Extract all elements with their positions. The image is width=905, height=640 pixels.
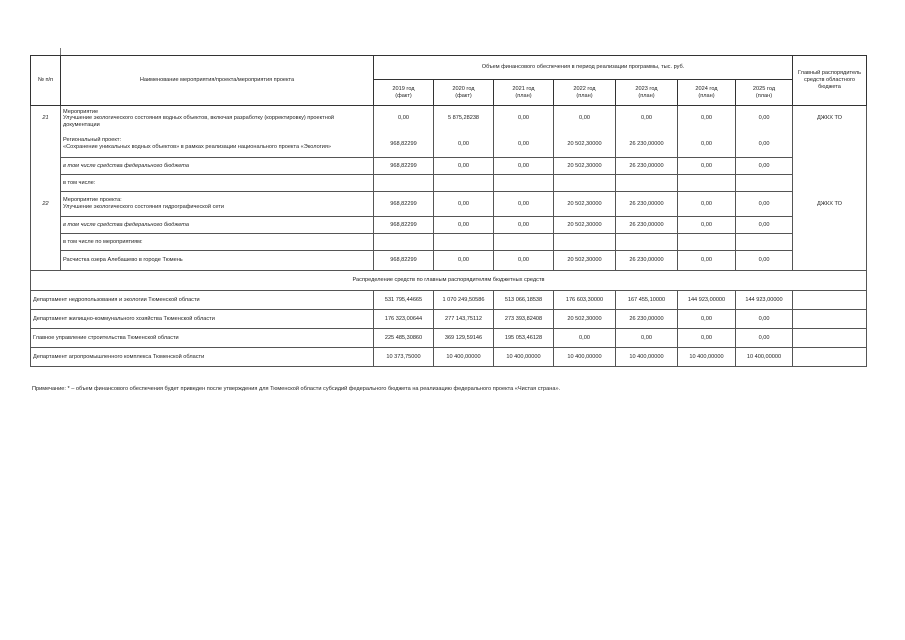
value-cell: 10 400,00000 — [736, 348, 793, 367]
row-name-line: Мероприятие проекта: — [63, 197, 122, 204]
year-label: 2020 год — [452, 85, 475, 92]
row-number — [31, 234, 61, 251]
value-cell: 369 129,59146 — [434, 329, 494, 348]
value-cell: 5 875,28238 — [434, 106, 494, 132]
value-cell: 0,00 — [736, 106, 793, 132]
row-name-line: в том числе: — [63, 179, 96, 186]
value-cell: 968,82299 — [374, 217, 434, 234]
value-cell — [554, 234, 616, 251]
header-year — [494, 80, 554, 106]
row-name — [61, 132, 374, 158]
row-number — [31, 158, 61, 175]
value-cell: 26 230,00000 — [616, 192, 678, 217]
value-cell — [434, 234, 494, 251]
value-cell: 0,00 — [494, 132, 554, 158]
value-cell: 968,82299 — [374, 158, 434, 175]
table-row — [31, 106, 867, 132]
header-year — [616, 80, 678, 106]
value-cell: 20 502,30000 — [554, 251, 616, 271]
department-name: Департамент агропромышленного комплекса Тюменской области — [31, 348, 374, 367]
value-cell: 0,00 — [736, 192, 793, 217]
row-name — [61, 158, 374, 175]
value-cell: 0,00 — [494, 158, 554, 175]
table-row — [31, 192, 867, 217]
value-cell — [554, 175, 616, 192]
header-name: Наименование мероприятия/проекта/мероприятия проекта — [61, 56, 374, 106]
department-row — [31, 291, 867, 310]
year-kind: (план) — [638, 92, 655, 99]
department-row — [31, 348, 867, 367]
header-year — [736, 80, 793, 106]
year-kind: (факт) — [455, 92, 472, 99]
manager-cell — [793, 132, 867, 158]
value-cell: 968,82299 — [374, 132, 434, 158]
value-cell: 176 323,00644 — [374, 310, 434, 329]
year-label: 2019 год — [392, 85, 415, 92]
table-body — [31, 106, 867, 367]
table-row — [31, 234, 867, 251]
value-cell — [736, 175, 793, 192]
value-cell: 1 070 249,50586 — [434, 291, 494, 310]
value-cell: 0,00 — [554, 106, 616, 132]
department-name: Главное управление строительства Тюменской области — [31, 329, 374, 348]
row-name-line: в том числе средства федерального бюджета — [63, 162, 190, 169]
value-cell: 0,00 — [494, 192, 554, 217]
manager-cell: ДЖКХ ТО — [793, 192, 867, 217]
year-kind: (план) — [576, 92, 593, 99]
department-row — [31, 329, 867, 348]
value-cell: 0,00 — [554, 329, 616, 348]
value-cell: 968,82299 — [374, 251, 434, 271]
value-cell: 0,00 — [678, 251, 736, 271]
value-cell: 531 795,44665 — [374, 291, 434, 310]
value-cell: 10 400,00000 — [554, 348, 616, 367]
manager-cell — [793, 175, 867, 192]
year-label: 2021 год — [512, 85, 535, 92]
row-name — [61, 106, 374, 132]
finance-document — [30, 55, 866, 367]
value-cell — [616, 234, 678, 251]
table-row — [31, 251, 867, 271]
row-number: 22 — [31, 192, 61, 217]
manager-cell: ДЖКХ ТО — [793, 106, 867, 132]
value-cell — [678, 175, 736, 192]
row-number: 21 — [31, 106, 61, 132]
value-cell: 26 230,00000 — [616, 251, 678, 271]
value-cell: 0,00 — [494, 251, 554, 271]
header-year — [678, 80, 736, 106]
value-cell: 26 230,00000 — [616, 217, 678, 234]
manager-cell — [793, 234, 867, 251]
header-year — [374, 80, 434, 106]
manager-cell — [793, 251, 867, 271]
value-cell — [736, 234, 793, 251]
value-cell: 0,00 — [736, 251, 793, 271]
value-cell: 513 066,18538 — [494, 291, 554, 310]
value-cell — [494, 234, 554, 251]
value-cell — [374, 175, 434, 192]
value-cell: 144 923,00000 — [678, 291, 736, 310]
table-row — [31, 217, 867, 234]
row-name-line: Улучшение экологического состояния гидрографической сети — [63, 204, 224, 210]
department-row — [31, 310, 867, 329]
header-year — [554, 80, 616, 106]
value-cell: 0,00 — [434, 158, 494, 175]
header-num: № п/п — [31, 56, 61, 106]
margin-tick — [60, 48, 61, 55]
header-year — [434, 80, 494, 106]
row-name-line: в том числе по мероприятиям: — [63, 238, 143, 245]
value-cell: 176 603,30000 — [554, 291, 616, 310]
year-label: 2022 год — [573, 85, 596, 92]
value-cell: 0,00 — [374, 106, 434, 132]
header-volume: Объем финансового обеспечения в период реализации программы, тыс. руб. — [374, 56, 793, 80]
value-cell: 167 455,10000 — [616, 291, 678, 310]
value-cell: 10 400,00000 — [494, 348, 554, 367]
year-kind: (факт) — [395, 92, 412, 99]
value-cell: 20 502,30000 — [554, 217, 616, 234]
table-row — [31, 158, 867, 175]
row-name — [61, 192, 374, 217]
value-cell: 225 485,30860 — [374, 329, 434, 348]
value-cell: 0,00 — [434, 217, 494, 234]
table-row — [31, 175, 867, 192]
value-cell — [434, 175, 494, 192]
value-cell: 0,00 — [678, 192, 736, 217]
value-cell: 0,00 — [678, 132, 736, 158]
value-cell: 968,82299 — [374, 192, 434, 217]
distribution-title: Распределение средств по главным распорядителям бюджетных средств — [31, 271, 867, 291]
row-name-line: Мероприятие — [63, 108, 99, 115]
value-cell: 26 230,00000 — [616, 132, 678, 158]
manager-cell — [793, 310, 867, 329]
value-cell: 0,00 — [678, 106, 736, 132]
value-cell: 10 400,00000 — [616, 348, 678, 367]
value-cell: 277 143,75112 — [434, 310, 494, 329]
value-cell: 0,00 — [434, 132, 494, 158]
header-manager: Главный распорядитель средств областного бюджета — [793, 56, 867, 106]
row-number — [31, 251, 61, 271]
value-cell: 0,00 — [494, 217, 554, 234]
value-cell: 0,00 — [616, 106, 678, 132]
value-cell: 0,00 — [616, 329, 678, 348]
row-name — [61, 234, 374, 251]
row-name-line: «Сохранение уникальных водных объектов» в рамках реализации национального проекта «Экология» — [63, 144, 331, 151]
value-cell: 0,00 — [736, 158, 793, 175]
row-name-line: Региональный проект: — [63, 137, 122, 144]
year-label: 2024 год — [695, 85, 718, 92]
row-name-line: в том числе средства федерального бюджета — [63, 221, 190, 228]
value-cell: 20 502,30000 — [554, 158, 616, 175]
manager-cell — [793, 329, 867, 348]
row-name-line: Расчистка озера Алебашево в городе Тюмень — [63, 257, 183, 264]
row-number — [31, 217, 61, 234]
manager-cell — [793, 291, 867, 310]
value-cell: 0,00 — [736, 217, 793, 234]
value-cell: 0,00 — [736, 329, 793, 348]
year-kind: (план) — [755, 92, 773, 99]
row-name — [61, 217, 374, 234]
value-cell: 10 400,00000 — [434, 348, 494, 367]
manager-cell — [793, 348, 867, 367]
value-cell: 0,00 — [434, 192, 494, 217]
value-cell: 0,00 — [736, 132, 793, 158]
year-kind: (план) — [698, 92, 715, 99]
row-name — [61, 251, 374, 271]
value-cell: 20 502,30000 — [554, 132, 616, 158]
value-cell: 0,00 — [678, 310, 736, 329]
row-number — [31, 132, 61, 158]
manager-cell — [793, 158, 867, 175]
value-cell: 20 502,30000 — [554, 310, 616, 329]
value-cell: 0,00 — [434, 251, 494, 271]
department-name: Департамент недропользования и экологии Тюменской области — [31, 291, 374, 310]
value-cell: 273 393,82408 — [494, 310, 554, 329]
table-row — [31, 132, 867, 158]
value-cell — [616, 175, 678, 192]
value-cell — [678, 234, 736, 251]
year-kind: (план) — [515, 92, 532, 99]
value-cell: 10 400,00000 — [678, 348, 736, 367]
value-cell: 0,00 — [736, 310, 793, 329]
footnote: Примечание: * – объем финансового обеспечения будет приведен после утверждения для Тюменской области субсидий федерального бюджета на реализацию федерального проекта «Чистая страна». — [32, 386, 561, 392]
value-cell: 26 230,00000 — [616, 310, 678, 329]
row-name-line: Улучшение экологического состояния водных объектов, включая разработку (корректировку) проектной документации — [63, 115, 335, 129]
value-cell — [494, 175, 554, 192]
finance-table — [30, 55, 867, 367]
value-cell: 0,00 — [678, 217, 736, 234]
year-label: 2025 год — [752, 85, 776, 92]
department-name: Департамент жилищно-коммунального хозяйства Тюменской области — [31, 310, 374, 329]
value-cell: 0,00 — [494, 106, 554, 132]
row-number — [31, 175, 61, 192]
value-cell — [374, 234, 434, 251]
value-cell: 0,00 — [678, 329, 736, 348]
year-label: 2023 год — [635, 85, 658, 92]
distribution-row — [31, 271, 867, 291]
value-cell: 26 230,00000 — [616, 158, 678, 175]
row-name — [61, 175, 374, 192]
value-cell: 0,00 — [678, 158, 736, 175]
value-cell: 195 053,46128 — [494, 329, 554, 348]
manager-cell — [793, 217, 867, 234]
value-cell: 144 923,00000 — [736, 291, 793, 310]
value-cell: 10 373,75000 — [374, 348, 434, 367]
value-cell: 20 502,30000 — [554, 192, 616, 217]
